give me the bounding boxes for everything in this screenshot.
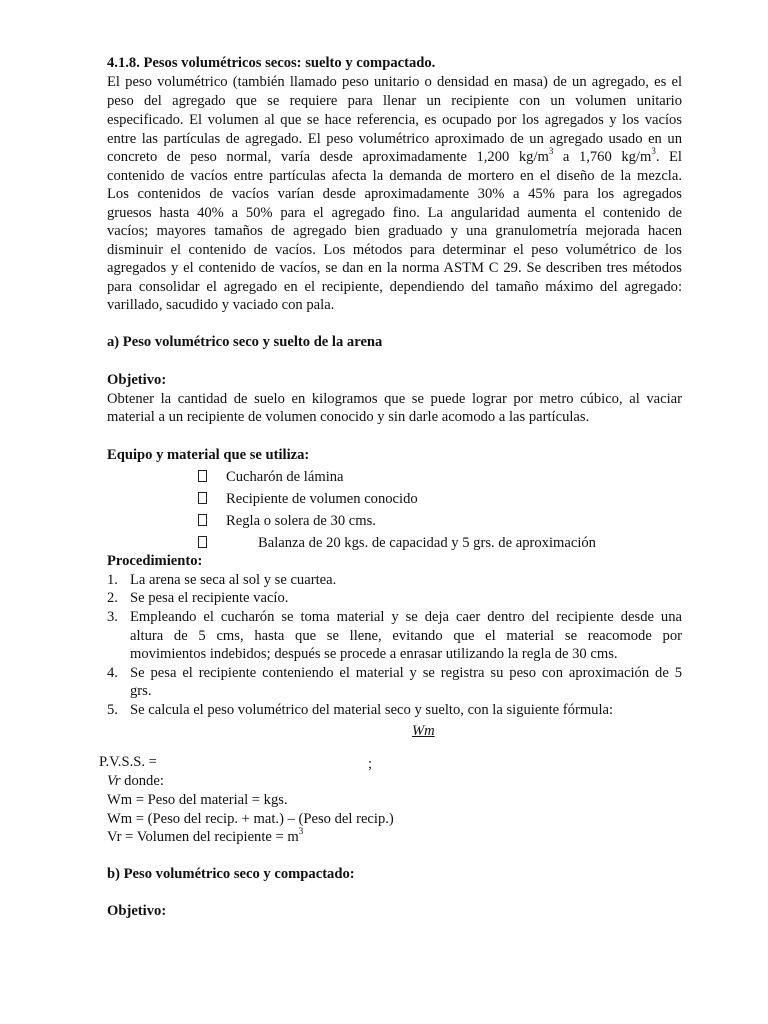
step-line: movimientos indebidos; después se procede a enrasar utilizando la regla de 30 cms. xyxy=(130,646,618,662)
step-line: altura de 5 cms, hasta que se llene, evitando que el material se reacomode por xyxy=(130,628,682,644)
intro-line-part: concreto de peso normal, varía desde aproximadamente 1,200 kg/m xyxy=(107,149,549,165)
checkbox-bullet-icon xyxy=(198,514,207,526)
equipment-item: Cucharón de lámina xyxy=(198,468,344,487)
formula-where: donde: xyxy=(120,773,164,789)
intro-line: El peso volumétrico (también llamado peso unitario o densidad en masa) de un agregado, es el xyxy=(107,74,682,90)
intro-line: peso del agregado que se requiere para llenar un recipiente con un volumen unitario xyxy=(107,93,682,109)
formula-denominator: Vr xyxy=(107,773,121,789)
equipment-label: Equipo y material que se utiliza: xyxy=(107,447,310,463)
step-number: 5. xyxy=(107,702,118,718)
superscript: 3 xyxy=(548,146,554,157)
section-heading: 4.1.8. Pesos volumétricos secos: suelto y compactado. xyxy=(107,55,436,71)
formula-numerator: Wm xyxy=(412,723,435,739)
intro-line: especificado. El volumen al que se hace referencia, es ocupado por los agregados y los vacíos xyxy=(107,112,682,128)
formula-denominator-line xyxy=(107,772,164,791)
objective-line: material a un recipiente de volumen conocido y sin darle acomodo a las partículas. xyxy=(107,409,590,425)
objective-line: Obtener la cantidad de suelo en kilogramos que se puede lograr por metro cúbico, al vaciar xyxy=(107,391,682,407)
step-line: Se pesa el recipiente vacío. xyxy=(130,590,289,606)
part-a-heading: a) Peso volumétrico seco y suelto de la arena xyxy=(107,334,383,350)
checkbox-bullet-icon xyxy=(198,492,207,504)
intro-line: gruesos hasta 40% a 50% para el agregado fino. La angularidad aumenta el contenido de xyxy=(107,205,682,221)
equipment-item: Regla o solera de 30 cms. xyxy=(198,512,376,531)
intro-line: varillado, sacudido y vaciado con pala. xyxy=(107,297,335,313)
superscript: 3 xyxy=(651,146,656,157)
intro-line: para consolidar el agregado en el recipiente, dependiendo del tamaño máximo del agregado: xyxy=(107,279,682,295)
checkbox-bullet-icon xyxy=(198,470,207,482)
intro-line: disminuir el contenido de vacíos. Los métodos para determinar el peso volumétrico de los xyxy=(107,242,682,258)
formula-lhs: P.V.S.S. = xyxy=(99,754,157,770)
checkbox-bullet-icon xyxy=(198,536,207,548)
intro-line: entre las partículas de agregado. El peso volumétrico aproximado de un agregado usado en un xyxy=(107,131,682,147)
step-line: Empleando el cucharón se toma material y se deja caer dentro del recipiente desde una xyxy=(130,609,682,625)
equipment-item: Balanza de 20 kgs. de capacidad y 5 grs. de aproximación xyxy=(198,534,596,553)
intro-line-part: a 1,760 kg/m xyxy=(553,149,652,165)
formula-semicolon: ; xyxy=(368,756,373,772)
step-line: Se pesa el recipiente conteniendo el material y se registra su peso con aproximación de 5 xyxy=(130,665,682,681)
step-number: 4. xyxy=(107,665,118,681)
equipment-item: Recipiente de volumen conocido xyxy=(198,490,418,509)
intro-line: Los contenidos de vacíos varían desde aproximadamente 30% a 45% para los agregados xyxy=(107,186,682,202)
objective-label: Objetivo: xyxy=(107,372,167,388)
formula-definition-volume: Vr = Volumen del recipiente = $m^3$ xyxy=(107,826,304,845)
part-b-heading: b) Peso volumétrico seco y compactado: xyxy=(107,866,355,882)
intro-line: contenido de vacíos entre partículas afecta la demanda de mortero en el diseño de la mezcla. xyxy=(107,168,682,184)
formula-definition: Wm = Peso del material = kgs. xyxy=(107,792,288,808)
objective-label: Objetivo: xyxy=(107,903,167,919)
step-number: 2. xyxy=(107,590,118,606)
superscript: 3 xyxy=(298,826,304,837)
step-line: La arena se seca al sol y se cuartea. xyxy=(130,572,337,588)
intro-line-part: . El xyxy=(655,149,682,165)
procedure-label: Procedimiento: xyxy=(107,553,203,569)
step-line: Se calcula el peso volumétrico del material seco y suelto, con la siguiente fórmula: xyxy=(130,702,614,718)
intro-line-density xyxy=(107,148,682,167)
step-number: 3. xyxy=(107,609,118,625)
step-line: grs. xyxy=(130,683,152,699)
step-number: 1. xyxy=(107,572,118,588)
formula-definition: Wm = (Peso del recip. + mat.) – (Peso del recip.) xyxy=(107,811,394,827)
intro-line: agregados y el contenido de vacíos, se dan en la norma ASTM C 29. Se describen tres métodos xyxy=(107,260,682,276)
intro-line: vacíos; mayores tamaños de agregado bien graduado y una granulometría mejorada hacen xyxy=(107,223,682,239)
